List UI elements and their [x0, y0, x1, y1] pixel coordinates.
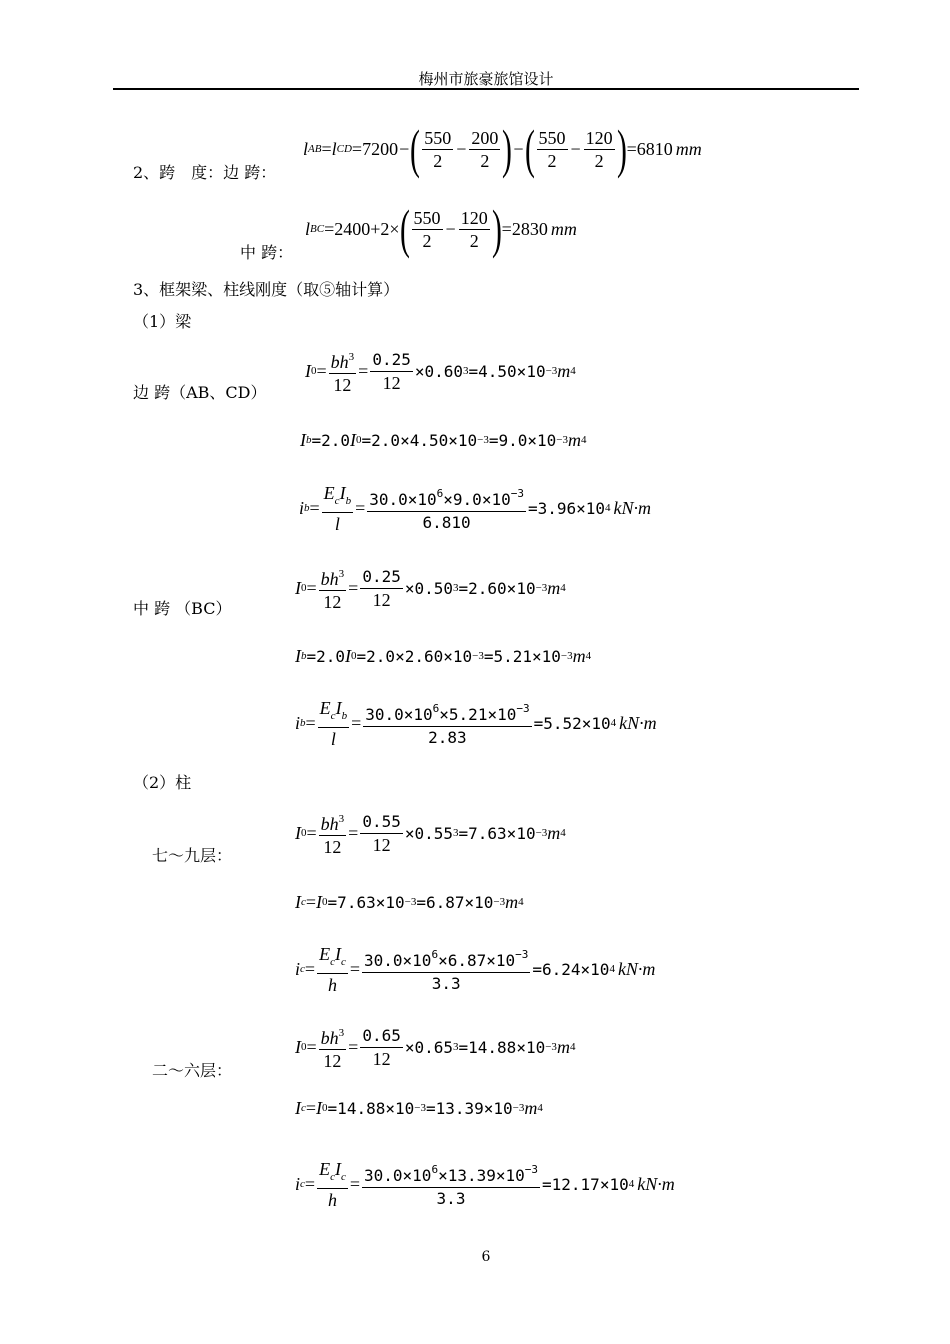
floors-2-6-label: 二～六层：: [152, 1061, 233, 1080]
side-span-equation: l AB = l CD =7200 − ( $\frac{550}{2}$ − $\frac{200}{2}$ ) − ( $\frac{550}{2}$ − $\frac{120}{2}$ ) =6810 mm: [303, 119, 702, 179]
span-label: 2、跨 度：边 跨：: [133, 163, 277, 182]
page-number: 6: [481, 1249, 491, 1265]
beam-mid-stiffness-eq: i b = $\frac{E_cI_b}{l}$ = $\frac{30.0\times 10^6\times 5.21\times 10^{-3}}{2.83}$ =5.52×10 4 kN·m: [295, 697, 657, 749]
mid-span-beam-label: 中 跨 （BC）: [133, 599, 232, 618]
col-7-9-inertia-eq: I 0 = $\frac{bh^3}{12}$ = $\frac{0.55}{12}$ ×0.55 3 =7.63×10 −3 m 4: [295, 808, 566, 858]
beam-mid-ib-eq: I b =2.0 I 0 =2.0×2.60×10 −3 =5.21×10 −3 m 4: [295, 645, 592, 666]
col-7-9-ic-eq: I c = I 0 =7.63×10 −3 =6.87×10 −3 m 4: [295, 891, 524, 912]
page-header-title: 梅州市旅豪旅馆设计: [418, 70, 554, 88]
side-span-beam-label: 边 跨（AB、CD）: [133, 383, 267, 402]
col-2-6-ic-eq: I c = I 0 =14.88×10 −3 =13.39×10 −3 m 4: [295, 1097, 543, 1118]
beam-mid-inertia-eq: I 0 = $\frac{bh^3}{12}$ = $\frac{0.25}{12}$ ×0.50 3 =2.60×10 −3 m 4: [295, 563, 566, 613]
mid-span-label: 中 跨：: [240, 243, 294, 262]
beam-title: （1）梁: [133, 312, 192, 331]
mid-span-equation: l BC =2400+2× ( $\frac{550}{2}$ − $\frac{120}{2}$ ) =2830 mm: [305, 199, 577, 259]
col-2-6-stiffness-eq: i c = $\frac{E_cI_c}{h}$ = $\frac{30.0\times 10^6\times 13.39\times 10^{-3}}{3.3}$ =12.17×10 4 kN·m: [295, 1158, 675, 1210]
col-2-6-inertia-eq: I 0 = $\frac{bh^3}{12}$ = $\frac{0.65}{12}$ ×0.65 3 =14.88×10 −3 m 4: [295, 1022, 575, 1072]
col-7-9-stiffness-eq: i c = $\frac{E_cI_c}{h}$ = $\frac{30.0\times 10^6\times 6.87\times 10^{-3}}{3.3}$ =6.24×10 4 kN·m: [295, 943, 656, 995]
floors-7-9-label: 七～九层：: [152, 846, 233, 865]
column-title: （2）柱: [133, 773, 192, 792]
beam-side-inertia-eq: I 0 = $\frac{bh^3}{12}$ = $\frac{0.25}{12}$ ×0.60 3 =4.50×10 −3 m 4: [305, 346, 576, 396]
beam-side-stiffness-eq: i b = $\frac{E_cI_b}{l}$ = $\frac{30.0\times 10^6\times 9.0\times 10^{-3}}{6.810}$ =3.96×10 4 kN·m: [299, 482, 652, 534]
section3-title: 3、框架梁、柱线刚度（取⑤轴计算）: [133, 280, 400, 299]
beam-side-ib-eq: I b =2.0 I 0 =2.0×4.50×10 −3 =9.0×10 −3 m 4: [300, 429, 587, 450]
header-rule: [113, 88, 859, 90]
